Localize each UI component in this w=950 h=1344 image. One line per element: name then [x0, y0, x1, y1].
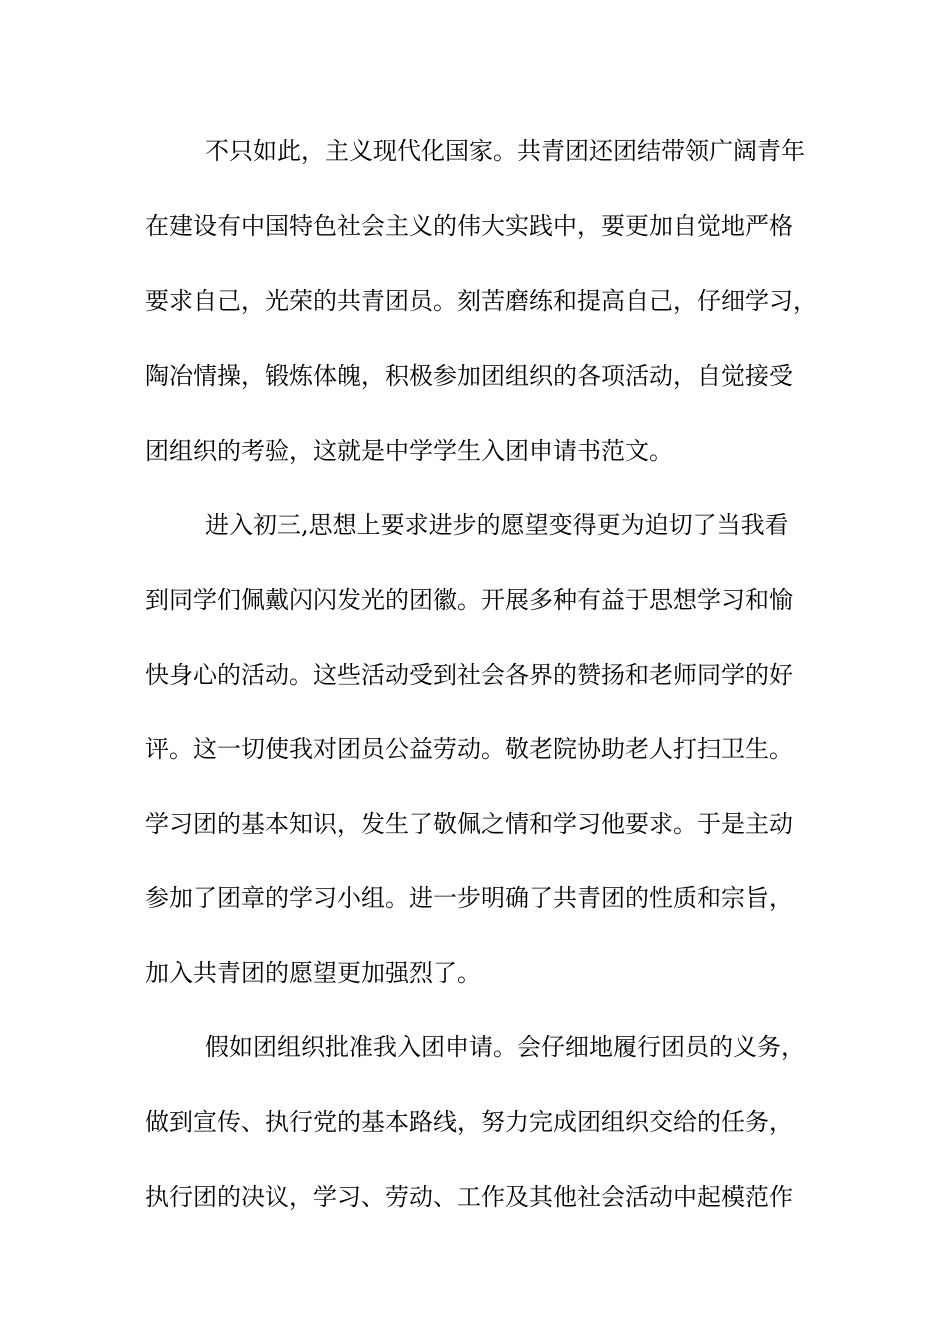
paragraph-1-line-2: 在建设有中国特色社会主义的伟大实践中，要更加自觉地严格	[145, 212, 793, 240]
paragraph-3-line-1: 假如团组织批准我入团申请。会仔细地履行团员的义务，	[205, 1033, 805, 1061]
paragraph-2-line-4: 评。这一切使我对团员公益劳动。敬老院协助老人打扫卫生。	[145, 735, 793, 763]
paragraph-2-line-2: 到同学们佩戴闪闪发光的团徽。开展多种有益于思想学习和愉	[145, 586, 793, 614]
paragraph-2-line-5: 学习团的基本知识，发生了敬佩之情和学习他要求。于是主动	[145, 810, 793, 838]
paragraph-1-line-4: 陶冶情操，锻炼体魄，积极参加团组织的各项活动，自觉接受	[145, 362, 793, 390]
paragraph-2-line-6: 参加了团章的学习小组。进一步明确了共青团的性质和宗旨，	[145, 884, 793, 912]
paragraph-2-line-1: 进入初三,思想上要求进步的愿望变得更为迫切了当我看	[205, 511, 789, 539]
paragraph-3-line-2: 做到宣传、执行党的基本路线，努力完成团组织交给的任务，	[145, 1108, 793, 1136]
paragraph-1-line-1: 不只如此，主义现代化国家。共青团还团结带领广阔青年	[205, 137, 805, 165]
paragraph-1-line-5: 团组织的考验，这就是中学学生入团申请书范文。	[145, 437, 673, 465]
paragraph-1-line-3: 要求自己，光荣的共青团员。刻苦磨练和提高自己，仔细学习，	[145, 287, 817, 315]
paragraph-3-line-3: 执行团的决议，学习、劳动、工作及其他社会活动中起模范作	[145, 1183, 793, 1211]
paragraph-2-line-7: 加入共青团的愿望更加强烈了。	[145, 959, 481, 987]
paragraph-2-line-3: 快身心的活动。这些活动受到社会各界的赞扬和老师同学的好	[145, 661, 793, 689]
